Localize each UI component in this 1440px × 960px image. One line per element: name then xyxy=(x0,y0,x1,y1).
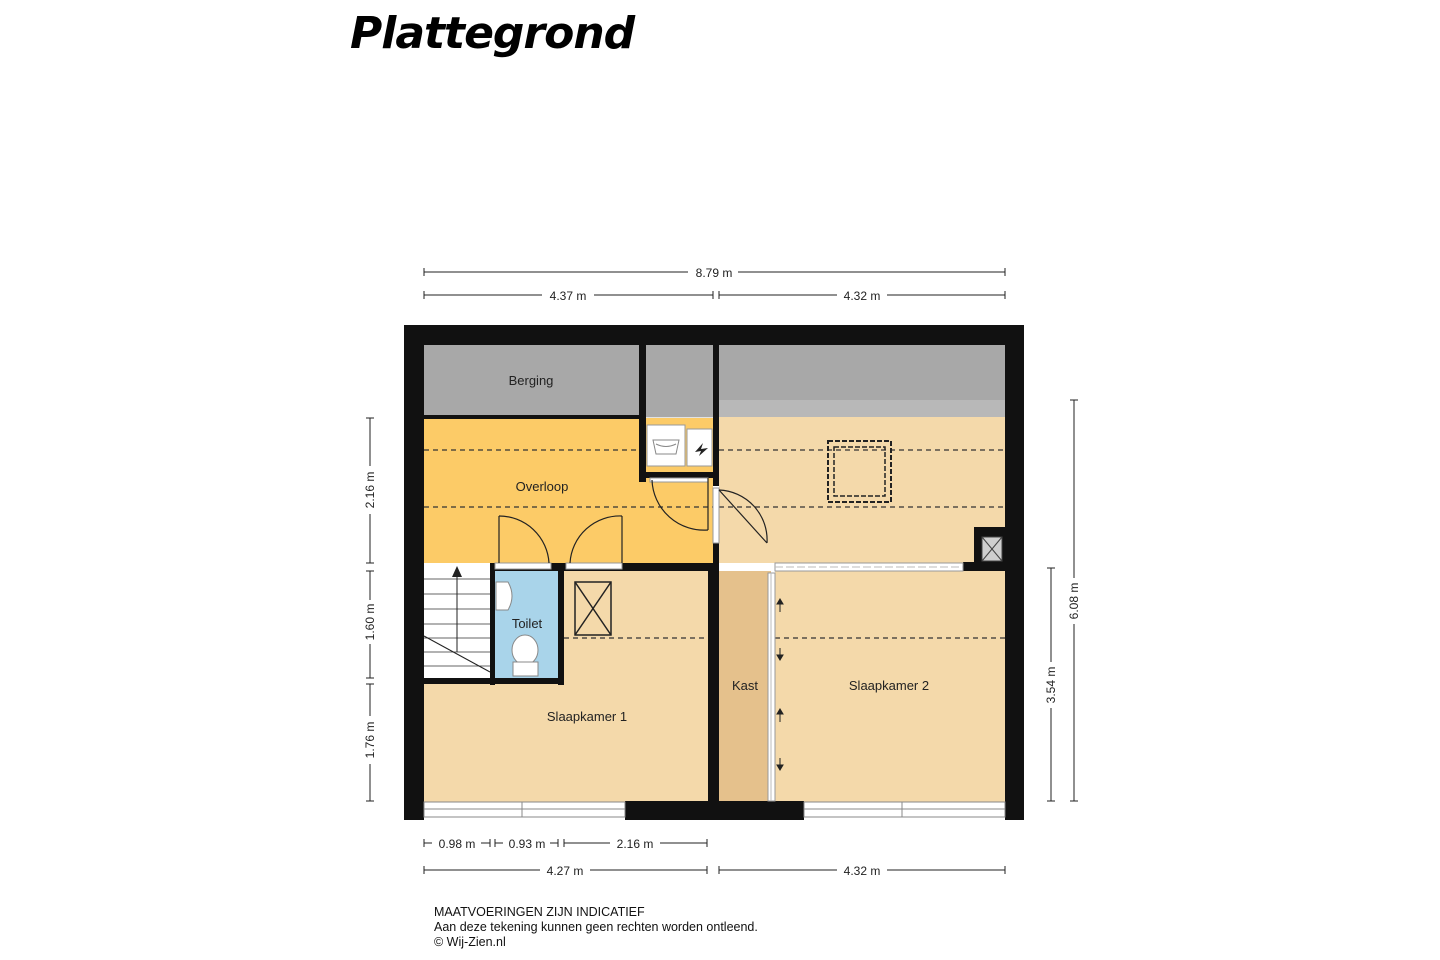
toilet-bowl xyxy=(512,635,538,676)
wall-toilet-right xyxy=(558,563,564,685)
wall-toilet-bottom xyxy=(424,678,564,684)
label-slaapkamer-1: Slaapkamer 1 xyxy=(546,709,628,724)
label-toilet: Toilet xyxy=(511,616,543,631)
dim-bottom-c: 2.16 m xyxy=(616,837,654,851)
outer-wall-bottom-mid xyxy=(625,801,804,820)
slaapkamer1-floor xyxy=(424,683,708,802)
storage-strip-light xyxy=(719,400,1005,417)
attic-right-floor xyxy=(719,417,1005,563)
shaft-floor xyxy=(646,345,713,417)
wall-berging-bottom xyxy=(424,415,640,419)
outer-wall-top xyxy=(404,325,1024,345)
wall-center-lower xyxy=(708,563,719,802)
washing-machine xyxy=(647,425,685,466)
label-overloop: Overloop xyxy=(515,479,569,494)
window-bottom-right xyxy=(804,802,1005,817)
outer-wall-right xyxy=(1005,325,1024,820)
knee-wall-opening xyxy=(775,563,963,571)
wall-stair-right xyxy=(490,563,495,685)
boiler xyxy=(687,429,712,466)
dim-top-right: 4.32 m xyxy=(843,289,881,303)
wall-center-door-lower xyxy=(713,543,719,565)
wall-shaft-right xyxy=(713,345,719,486)
page-title: Plattegrond xyxy=(350,8,635,59)
dim-bottom-a: 0.98 m xyxy=(438,837,476,851)
slaapkamer1-upper-floor xyxy=(564,571,708,683)
dim-bottom-right: 4.32 m xyxy=(843,864,881,878)
dim-bottom-left: 4.27 m xyxy=(546,864,584,878)
disclaimer-line-2: Aan deze tekening kunnen geen rechten worden ontleend. xyxy=(434,920,758,934)
disclaimer xyxy=(434,905,758,950)
wall-right-stub xyxy=(963,562,1005,571)
disclaimer-line-1: MAATVOERINGEN ZIJN INDICATIEF xyxy=(434,905,645,919)
storage-strip-right xyxy=(719,345,1005,400)
wall-niche-bottom xyxy=(639,472,713,478)
dim-left-mid: 1.60 m xyxy=(363,603,377,641)
sink xyxy=(496,582,512,610)
label-kast: Kast xyxy=(731,678,759,693)
chimney-vent xyxy=(982,537,1002,561)
wall-shaft-left xyxy=(639,345,646,482)
dim-right-total: 6.08 m xyxy=(1067,582,1081,620)
dim-left-bottom: 1.76 m xyxy=(363,721,377,759)
dim-bottom-b: 0.93 m xyxy=(508,837,546,851)
dim-right-lower: 3.54 m xyxy=(1044,666,1058,704)
dim-top-total: 8.79 m xyxy=(695,266,733,280)
label-berging: Berging xyxy=(508,373,554,388)
outer-wall-left xyxy=(404,325,424,820)
window-bottom-left xyxy=(424,802,625,817)
disclaimer-line-3: © Wij-Zien.nl xyxy=(434,935,506,949)
dim-left-top: 2.16 m xyxy=(363,471,377,509)
dim-top-left: 4.37 m xyxy=(549,289,587,303)
label-slaapkamer-2: Slaapkamer 2 xyxy=(848,678,930,693)
